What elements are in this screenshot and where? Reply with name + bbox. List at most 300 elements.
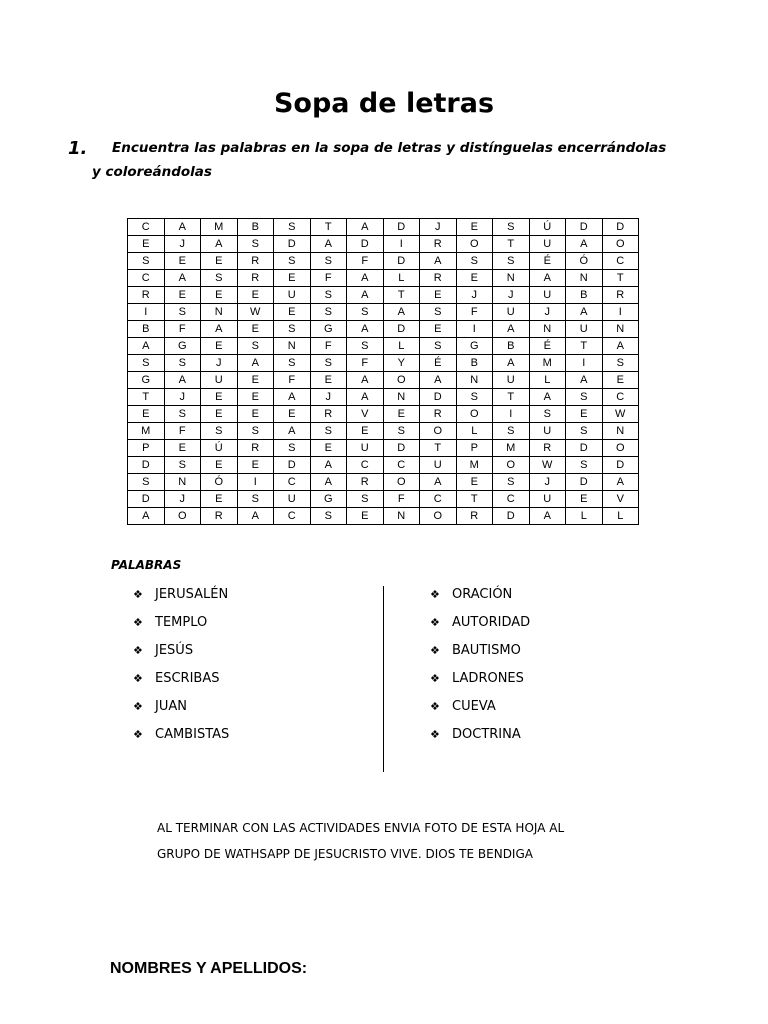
grid-cell[interactable]: A <box>128 508 165 525</box>
grid-cell[interactable]: F <box>347 355 384 372</box>
grid-cell[interactable]: T <box>566 338 603 355</box>
grid-cell[interactable]: P <box>456 440 493 457</box>
grid-cell[interactable]: N <box>493 270 530 287</box>
grid-cell[interactable]: S <box>493 423 530 440</box>
grid-cell[interactable]: M <box>529 355 566 372</box>
grid-cell[interactable]: L <box>602 508 639 525</box>
grid-cell[interactable]: A <box>274 389 311 406</box>
grid-cell[interactable]: S <box>529 406 566 423</box>
instruction-number: 1. <box>68 138 88 159</box>
grid-cell[interactable]: M <box>456 457 493 474</box>
grid-cell[interactable]: C <box>128 270 165 287</box>
grid-cell[interactable]: S <box>493 253 530 270</box>
grid-row <box>128 236 639 253</box>
grid-cell[interactable]: N <box>602 321 639 338</box>
grid-cell[interactable]: E <box>383 406 420 423</box>
grid-cell[interactable]: S <box>164 406 201 423</box>
grid-cell[interactable]: E <box>237 321 274 338</box>
grid-cell[interactable]: U <box>566 321 603 338</box>
grid-cell[interactable]: L <box>529 372 566 389</box>
diamond-bullet-icon: ❖ <box>133 644 143 657</box>
grid-cell[interactable]: A <box>347 287 384 304</box>
grid-cell[interactable]: S <box>201 270 238 287</box>
grid-cell[interactable]: T <box>493 389 530 406</box>
grid-cell[interactable]: A <box>274 423 311 440</box>
grid-cell[interactable]: S <box>566 389 603 406</box>
grid-cell[interactable]: R <box>420 270 457 287</box>
grid-cell[interactable]: P <box>128 440 165 457</box>
grid-cell[interactable]: Ó <box>566 253 603 270</box>
grid-cell[interactable]: U <box>201 372 238 389</box>
grid-cell[interactable]: A <box>347 270 384 287</box>
grid-cell[interactable]: D <box>566 219 603 236</box>
grid-cell[interactable]: S <box>493 474 530 491</box>
grid-cell[interactable]: W <box>529 457 566 474</box>
word-label: TEMPLO <box>155 615 208 630</box>
grid-cell[interactable]: E <box>310 440 347 457</box>
grid-cell[interactable]: E <box>164 253 201 270</box>
grid-cell[interactable]: A <box>493 321 530 338</box>
grid-cell[interactable]: A <box>310 236 347 253</box>
grid-cell[interactable]: M <box>201 219 238 236</box>
grid-cell[interactable]: E <box>237 457 274 474</box>
diamond-bullet-icon: ❖ <box>133 700 143 713</box>
grid-cell[interactable]: R <box>237 440 274 457</box>
grid-cell[interactable]: E <box>164 287 201 304</box>
grid-cell[interactable]: A <box>566 236 603 253</box>
grid-cell[interactable]: A <box>347 321 384 338</box>
grid-cell[interactable]: U <box>493 372 530 389</box>
grid-cell[interactable]: A <box>529 270 566 287</box>
grid-cell[interactable]: J <box>420 219 457 236</box>
grid-cell[interactable]: T <box>128 389 165 406</box>
grid-cell[interactable]: R <box>128 287 165 304</box>
grid-cell[interactable]: R <box>420 236 457 253</box>
grid-cell[interactable]: I <box>602 304 639 321</box>
grid-cell[interactable]: O <box>456 406 493 423</box>
grid-cell[interactable]: E <box>201 287 238 304</box>
grid-cell[interactable]: I <box>383 236 420 253</box>
grid-cell[interactable]: E <box>201 389 238 406</box>
grid-cell[interactable]: O <box>493 457 530 474</box>
word-list-item <box>430 727 530 755</box>
grid-row <box>128 253 639 270</box>
word-label: JESÚS <box>155 643 194 658</box>
grid-cell[interactable]: J <box>164 389 201 406</box>
grid-cell[interactable]: D <box>383 219 420 236</box>
grid-cell[interactable]: L <box>456 423 493 440</box>
grid-cell[interactable]: D <box>347 236 384 253</box>
grid-cell[interactable]: A <box>420 253 457 270</box>
grid-cell[interactable]: A <box>347 389 384 406</box>
grid-cell[interactable]: I <box>456 321 493 338</box>
grid-row <box>128 474 639 491</box>
grid-cell[interactable]: E <box>566 406 603 423</box>
word-list-item <box>430 643 530 671</box>
grid-cell[interactable]: L <box>383 338 420 355</box>
grid-cell[interactable]: O <box>602 440 639 457</box>
grid-cell[interactable]: E <box>201 406 238 423</box>
grid-row <box>128 406 639 423</box>
word-list-item <box>133 671 229 699</box>
grid-cell[interactable]: A <box>602 338 639 355</box>
grid-cell[interactable]: I <box>237 474 274 491</box>
grid-row <box>128 457 639 474</box>
grid-cell[interactable]: O <box>602 236 639 253</box>
grid-cell[interactable]: S <box>420 338 457 355</box>
grid-cell[interactable]: A <box>201 321 238 338</box>
grid-cell[interactable]: S <box>310 423 347 440</box>
grid-cell[interactable]: D <box>566 474 603 491</box>
grid-cell[interactable]: C <box>493 491 530 508</box>
grid-cell[interactable]: D <box>420 389 457 406</box>
grid-cell[interactable]: T <box>383 287 420 304</box>
grid-cell[interactable]: F <box>310 338 347 355</box>
grid-cell[interactable]: T <box>420 440 457 457</box>
grid-cell[interactable]: E <box>128 236 165 253</box>
grid-cell[interactable]: R <box>201 508 238 525</box>
grid-row <box>128 372 639 389</box>
grid-cell[interactable]: R <box>420 406 457 423</box>
grid-cell[interactable]: A <box>566 372 603 389</box>
grid-cell[interactable]: S <box>493 219 530 236</box>
grid-cell[interactable]: R <box>347 474 384 491</box>
grid-cell[interactable]: W <box>602 406 639 423</box>
grid-cell[interactable]: A <box>164 219 201 236</box>
grid-cell[interactable]: C <box>602 389 639 406</box>
grid-cell[interactable]: F <box>347 253 384 270</box>
grid-cell[interactable]: E <box>566 491 603 508</box>
word-list-item <box>430 699 530 727</box>
grid-cell[interactable]: F <box>164 423 201 440</box>
grid-cell[interactable]: C <box>420 491 457 508</box>
grid-cell[interactable]: G <box>164 338 201 355</box>
grid-cell[interactable]: U <box>529 236 566 253</box>
grid-cell[interactable]: D <box>274 236 311 253</box>
grid-cell[interactable]: U <box>529 491 566 508</box>
grid-cell[interactable]: A <box>383 304 420 321</box>
grid-cell[interactable]: S <box>310 508 347 525</box>
grid-cell[interactable]: S <box>347 491 384 508</box>
grid-cell[interactable]: S <box>274 253 311 270</box>
grid-cell[interactable]: E <box>456 474 493 491</box>
grid-cell[interactable]: E <box>602 372 639 389</box>
grid-cell[interactable]: E <box>201 457 238 474</box>
grid-cell[interactable]: E <box>456 219 493 236</box>
grid-cell[interactable]: I <box>566 355 603 372</box>
grid-cell[interactable]: A <box>529 508 566 525</box>
grid-cell[interactable]: R <box>529 440 566 457</box>
grid-cell[interactable]: E <box>347 508 384 525</box>
grid-cell[interactable]: J <box>310 389 347 406</box>
grid-cell[interactable]: F <box>383 491 420 508</box>
grid-cell[interactable]: R <box>602 287 639 304</box>
grid-cell[interactable]: A <box>237 355 274 372</box>
grid-cell[interactable]: R <box>456 508 493 525</box>
grid-cell[interactable]: T <box>456 491 493 508</box>
word-label: DOCTRINA <box>452 727 521 742</box>
diamond-bullet-icon: ❖ <box>133 672 143 685</box>
grid-cell[interactable]: A <box>566 304 603 321</box>
grid-cell[interactable]: U <box>274 287 311 304</box>
diamond-bullet-icon: ❖ <box>133 728 143 741</box>
grid-cell[interactable]: S <box>128 253 165 270</box>
grid-cell[interactable]: V <box>347 406 384 423</box>
grid-cell[interactable]: C <box>347 457 384 474</box>
grid-cell[interactable]: A <box>201 236 238 253</box>
grid-cell[interactable]: S <box>164 355 201 372</box>
grid-cell[interactable]: S <box>456 389 493 406</box>
column-divider <box>383 586 384 772</box>
grid-row <box>128 321 639 338</box>
grid-cell[interactable]: T <box>493 236 530 253</box>
grid-cell[interactable]: A <box>420 474 457 491</box>
grid-cell[interactable]: D <box>383 440 420 457</box>
grid-cell[interactable]: L <box>383 270 420 287</box>
grid-cell[interactable]: J <box>164 491 201 508</box>
grid-cell[interactable]: J <box>456 287 493 304</box>
grid-cell[interactable]: S <box>128 355 165 372</box>
word-list-item <box>133 727 229 755</box>
grid-cell[interactable]: N <box>274 338 311 355</box>
grid-cell[interactable]: D <box>493 508 530 525</box>
grid-cell[interactable]: E <box>310 372 347 389</box>
grid-cell[interactable]: N <box>383 389 420 406</box>
grid-cell[interactable]: T <box>602 270 639 287</box>
grid-cell[interactable]: A <box>310 474 347 491</box>
grid-cell[interactable]: S <box>310 253 347 270</box>
word-list-item <box>430 587 530 615</box>
grid-cell[interactable]: E <box>128 406 165 423</box>
word-label: ORACIÓN <box>452 587 513 602</box>
grid-cell[interactable]: O <box>383 474 420 491</box>
grid-cell[interactable]: S <box>347 304 384 321</box>
word-search-grid <box>127 218 639 525</box>
grid-cell[interactable]: C <box>274 508 311 525</box>
grid-cell[interactable]: E <box>237 406 274 423</box>
grid-cell[interactable]: U <box>274 491 311 508</box>
grid-cell[interactable]: F <box>164 321 201 338</box>
word-list-item <box>430 671 530 699</box>
grid-cell[interactable]: S <box>310 304 347 321</box>
grid-cell[interactable]: C <box>274 474 311 491</box>
grid-cell[interactable]: S <box>237 491 274 508</box>
grid-cell[interactable]: U <box>529 423 566 440</box>
grid-cell[interactable]: J <box>201 355 238 372</box>
word-label: LADRONES <box>452 671 524 686</box>
grid-cell[interactable]: Ú <box>529 219 566 236</box>
word-list-left <box>133 587 229 755</box>
grid-cell[interactable]: L <box>566 508 603 525</box>
grid-cell[interactable]: J <box>529 304 566 321</box>
grid-cell[interactable]: D <box>566 440 603 457</box>
grid-row <box>128 219 639 236</box>
grid-cell[interactable]: E <box>237 287 274 304</box>
grid-cell[interactable]: U <box>347 440 384 457</box>
grid-row <box>128 355 639 372</box>
word-list-item <box>430 615 530 643</box>
grid-cell[interactable]: S <box>602 355 639 372</box>
grid-cell[interactable]: S <box>164 304 201 321</box>
grid-cell[interactable]: E <box>347 423 384 440</box>
grid-row <box>128 270 639 287</box>
diamond-bullet-icon: ❖ <box>430 588 440 601</box>
grid-cell[interactable]: B <box>493 338 530 355</box>
grid-cell[interactable]: N <box>602 423 639 440</box>
grid-cell[interactable]: W <box>237 304 274 321</box>
grid-cell[interactable]: E <box>201 253 238 270</box>
grid-cell[interactable]: E <box>420 321 457 338</box>
grid-cell[interactable]: A <box>347 219 384 236</box>
grid-cell[interactable]: S <box>310 355 347 372</box>
word-list-right <box>430 587 530 755</box>
grid-cell[interactable]: U <box>529 287 566 304</box>
grid-cell[interactable]: E <box>456 270 493 287</box>
grid-cell[interactable]: E <box>420 287 457 304</box>
grid-cell[interactable]: G <box>128 372 165 389</box>
word-label: BAUTISMO <box>452 643 521 658</box>
grid-row <box>128 304 639 321</box>
grid-cell[interactable]: O <box>456 236 493 253</box>
grid-cell[interactable]: G <box>456 338 493 355</box>
grid-cell[interactable]: I <box>128 304 165 321</box>
grid-cell[interactable]: A <box>310 457 347 474</box>
page-title: Sopa de letras <box>273 88 495 119</box>
grid-cell[interactable]: F <box>456 304 493 321</box>
grid-cell[interactable]: É <box>529 338 566 355</box>
word-label: JERUSALÉN <box>155 587 229 602</box>
grid-cell[interactable]: C <box>128 219 165 236</box>
grid-cell[interactable]: R <box>237 270 274 287</box>
grid-cell[interactable]: C <box>383 457 420 474</box>
grid-cell[interactable]: S <box>274 440 311 457</box>
grid-cell[interactable]: A <box>529 389 566 406</box>
grid-cell[interactable]: D <box>274 457 311 474</box>
diamond-bullet-icon: ❖ <box>133 616 143 629</box>
grid-cell[interactable]: S <box>274 355 311 372</box>
grid-cell[interactable]: G <box>310 321 347 338</box>
grid-cell[interactable]: S <box>237 338 274 355</box>
grid-cell[interactable]: N <box>383 508 420 525</box>
grid-cell[interactable]: M <box>128 423 165 440</box>
grid-cell[interactable]: A <box>164 270 201 287</box>
grid-cell[interactable]: S <box>566 423 603 440</box>
grid-cell[interactable]: S <box>383 423 420 440</box>
grid-cell[interactable]: J <box>529 474 566 491</box>
grid-cell[interactable]: N <box>566 270 603 287</box>
grid-cell[interactable]: D <box>602 219 639 236</box>
grid-row <box>128 287 639 304</box>
grid-cell[interactable]: D <box>128 457 165 474</box>
grid-cell[interactable]: F <box>274 372 311 389</box>
grid-cell[interactable]: S <box>201 423 238 440</box>
grid-cell[interactable]: O <box>164 508 201 525</box>
word-label: AUTORIDAD <box>452 615 531 630</box>
grid-cell[interactable]: M <box>493 440 530 457</box>
grid-cell[interactable]: A <box>420 372 457 389</box>
grid-cell[interactable]: A <box>237 508 274 525</box>
grid-cell[interactable]: A <box>602 474 639 491</box>
grid-cell[interactable]: D <box>128 491 165 508</box>
grid-cell[interactable]: S <box>274 219 311 236</box>
grid-cell[interactable]: Y <box>383 355 420 372</box>
grid-cell[interactable]: B <box>128 321 165 338</box>
grid-cell[interactable]: S <box>274 321 311 338</box>
word-label: CAMBISTAS <box>155 727 230 742</box>
grid-row <box>128 389 639 406</box>
grid-cell[interactable]: S <box>128 474 165 491</box>
grid-cell[interactable]: E <box>274 406 311 423</box>
grid-cell[interactable]: O <box>420 423 457 440</box>
grid-cell[interactable]: N <box>456 372 493 389</box>
grid-cell[interactable]: A <box>347 372 384 389</box>
grid-cell[interactable]: O <box>420 508 457 525</box>
grid-cell[interactable]: É <box>529 253 566 270</box>
grid-cell[interactable]: Ú <box>201 440 238 457</box>
diamond-bullet-icon: ❖ <box>430 672 440 685</box>
grid-cell[interactable]: G <box>310 491 347 508</box>
grid-cell[interactable]: S <box>456 253 493 270</box>
grid-cell[interactable]: V <box>602 491 639 508</box>
grid-cell[interactable]: J <box>493 287 530 304</box>
grid-cell[interactable]: A <box>493 355 530 372</box>
grid-cell[interactable]: N <box>529 321 566 338</box>
grid-cell[interactable]: B <box>566 287 603 304</box>
grid-row <box>128 508 639 525</box>
grid-cell[interactable]: E <box>201 491 238 508</box>
grid-cell[interactable]: D <box>383 321 420 338</box>
grid-cell[interactable]: J <box>164 236 201 253</box>
grid-cell[interactable]: E <box>237 372 274 389</box>
grid-cell[interactable]: D <box>383 253 420 270</box>
grid-cell[interactable]: I <box>493 406 530 423</box>
grid-cell[interactable]: E <box>274 304 311 321</box>
grid-cell[interactable]: C <box>602 253 639 270</box>
grid-row <box>128 423 639 440</box>
grid-cell[interactable]: S <box>566 457 603 474</box>
grid-cell[interactable]: U <box>420 457 457 474</box>
grid-cell[interactable]: S <box>164 457 201 474</box>
grid-cell[interactable]: A <box>164 372 201 389</box>
grid-cell[interactable]: E <box>201 338 238 355</box>
grid-cell[interactable]: O <box>383 372 420 389</box>
grid-cell[interactable]: Ó <box>201 474 238 491</box>
word-label: ESCRIBAS <box>155 671 220 686</box>
grid-cell[interactable]: É <box>420 355 457 372</box>
grid-cell[interactable]: E <box>237 389 274 406</box>
grid-cell[interactable]: S <box>347 338 384 355</box>
grid-cell[interactable]: U <box>493 304 530 321</box>
closing-note-line-1: AL TERMINAR CON LAS ACTIVIDADES ENVIA FOTO DE ESTA HOJA AL <box>157 821 565 835</box>
grid-cell[interactable]: R <box>310 406 347 423</box>
grid-cell[interactable]: D <box>602 457 639 474</box>
grid-cell[interactable]: S <box>237 236 274 253</box>
grid-cell[interactable]: S <box>237 423 274 440</box>
grid-cell[interactable]: B <box>237 219 274 236</box>
grid-cell[interactable]: N <box>164 474 201 491</box>
word-label: CUEVA <box>452 699 496 714</box>
grid-cell[interactable]: T <box>310 219 347 236</box>
grid-cell[interactable]: F <box>310 270 347 287</box>
grid-cell[interactable]: S <box>310 287 347 304</box>
grid-cell[interactable]: A <box>128 338 165 355</box>
grid-cell[interactable]: N <box>201 304 238 321</box>
grid-cell[interactable]: S <box>420 304 457 321</box>
grid-cell[interactable]: R <box>237 253 274 270</box>
grid-cell[interactable]: E <box>164 440 201 457</box>
grid-cell[interactable]: E <box>274 270 311 287</box>
grid-cell[interactable]: B <box>456 355 493 372</box>
